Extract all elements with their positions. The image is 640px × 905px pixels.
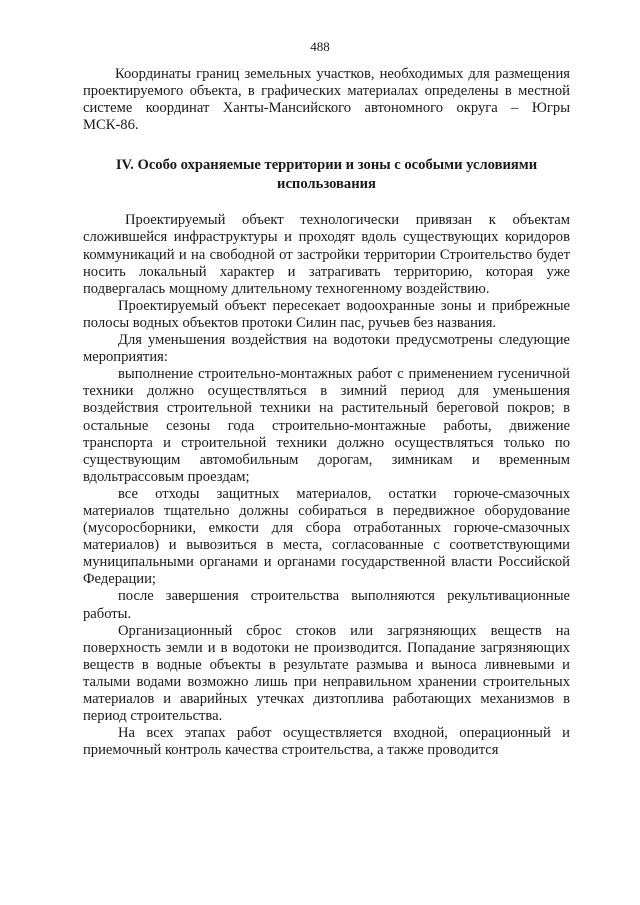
page-number: 488 bbox=[310, 39, 330, 54]
paragraph-coordinates: Координаты границ земельных участков, необходимых для размещения проектируемого объекта, в графических материалах определены в местной системе координат Ханты-Мансийского автономного округа – Югры МСК-86. bbox=[83, 66, 570, 134]
paragraph: Проектируемый объект технологически привязан к объектам сложившейся инфраструктуры и проходят вдоль существующих коридоров коммуникаций и на свободной от застройки территории Строительство будет носить локальный характер и затрагивать территорию, которая уже подвергалась мощному длительному техногенному воздействию. bbox=[83, 212, 570, 297]
list-item: после завершения строительства выполняются рекультивационные работы. bbox=[83, 588, 570, 622]
paragraph: Проектируемый объект пересекает водоохранные зоны и прибрежные полосы водных объектов протоки Силин пас, ручьев без названия. bbox=[83, 297, 570, 331]
section-heading: IV. Особо охраняемые территории и зоны с особыми условиями использования bbox=[115, 157, 538, 193]
paragraph: Организационный сброс стоков или загрязняющих веществ на поверхность земли и в водотоки не производится. Попадание загрязняющих веществ в водные объекты в результате размыва и выноса ливневыми и талыми водами возможно лишь при неправильном хранении строительных материалов и аварийных утечках дизтоплива работающих механизмов в период строительства. bbox=[83, 622, 570, 725]
page-content bbox=[83, 66, 570, 759]
list-item: выполнение строительно-монтажных работ с применением гусеничной техники должно осуществляться в зимний период для уменьшения воздействия строительной техники на растительный береговой покров; в остальные сезоны года строительно-монтажные работы, движение транспорта и строительной техники должно осуществляться только по существующим автомобильным дорогам, зимникам и временным вдольтрассовым проездам; bbox=[83, 366, 570, 485]
list-item: все отходы защитных материалов, остатки горюче-смазочных материалов тщательно должны собираться в передвижное оборудование (мусоросборники, емкости для сбора отработанных горюче-смазочных материалов) и вывозиться в места, согласованные с соответствующими муниципальными органами и органами государственной власти Российской Федерации; bbox=[83, 485, 570, 588]
paragraph: На всех этапах работ осуществляется входной, операционный и приемочный контроль качества строительства, а также проводится bbox=[83, 725, 570, 759]
paragraph: Для уменьшения воздействия на водотоки предусмотрены следующие мероприятия: bbox=[83, 332, 570, 366]
